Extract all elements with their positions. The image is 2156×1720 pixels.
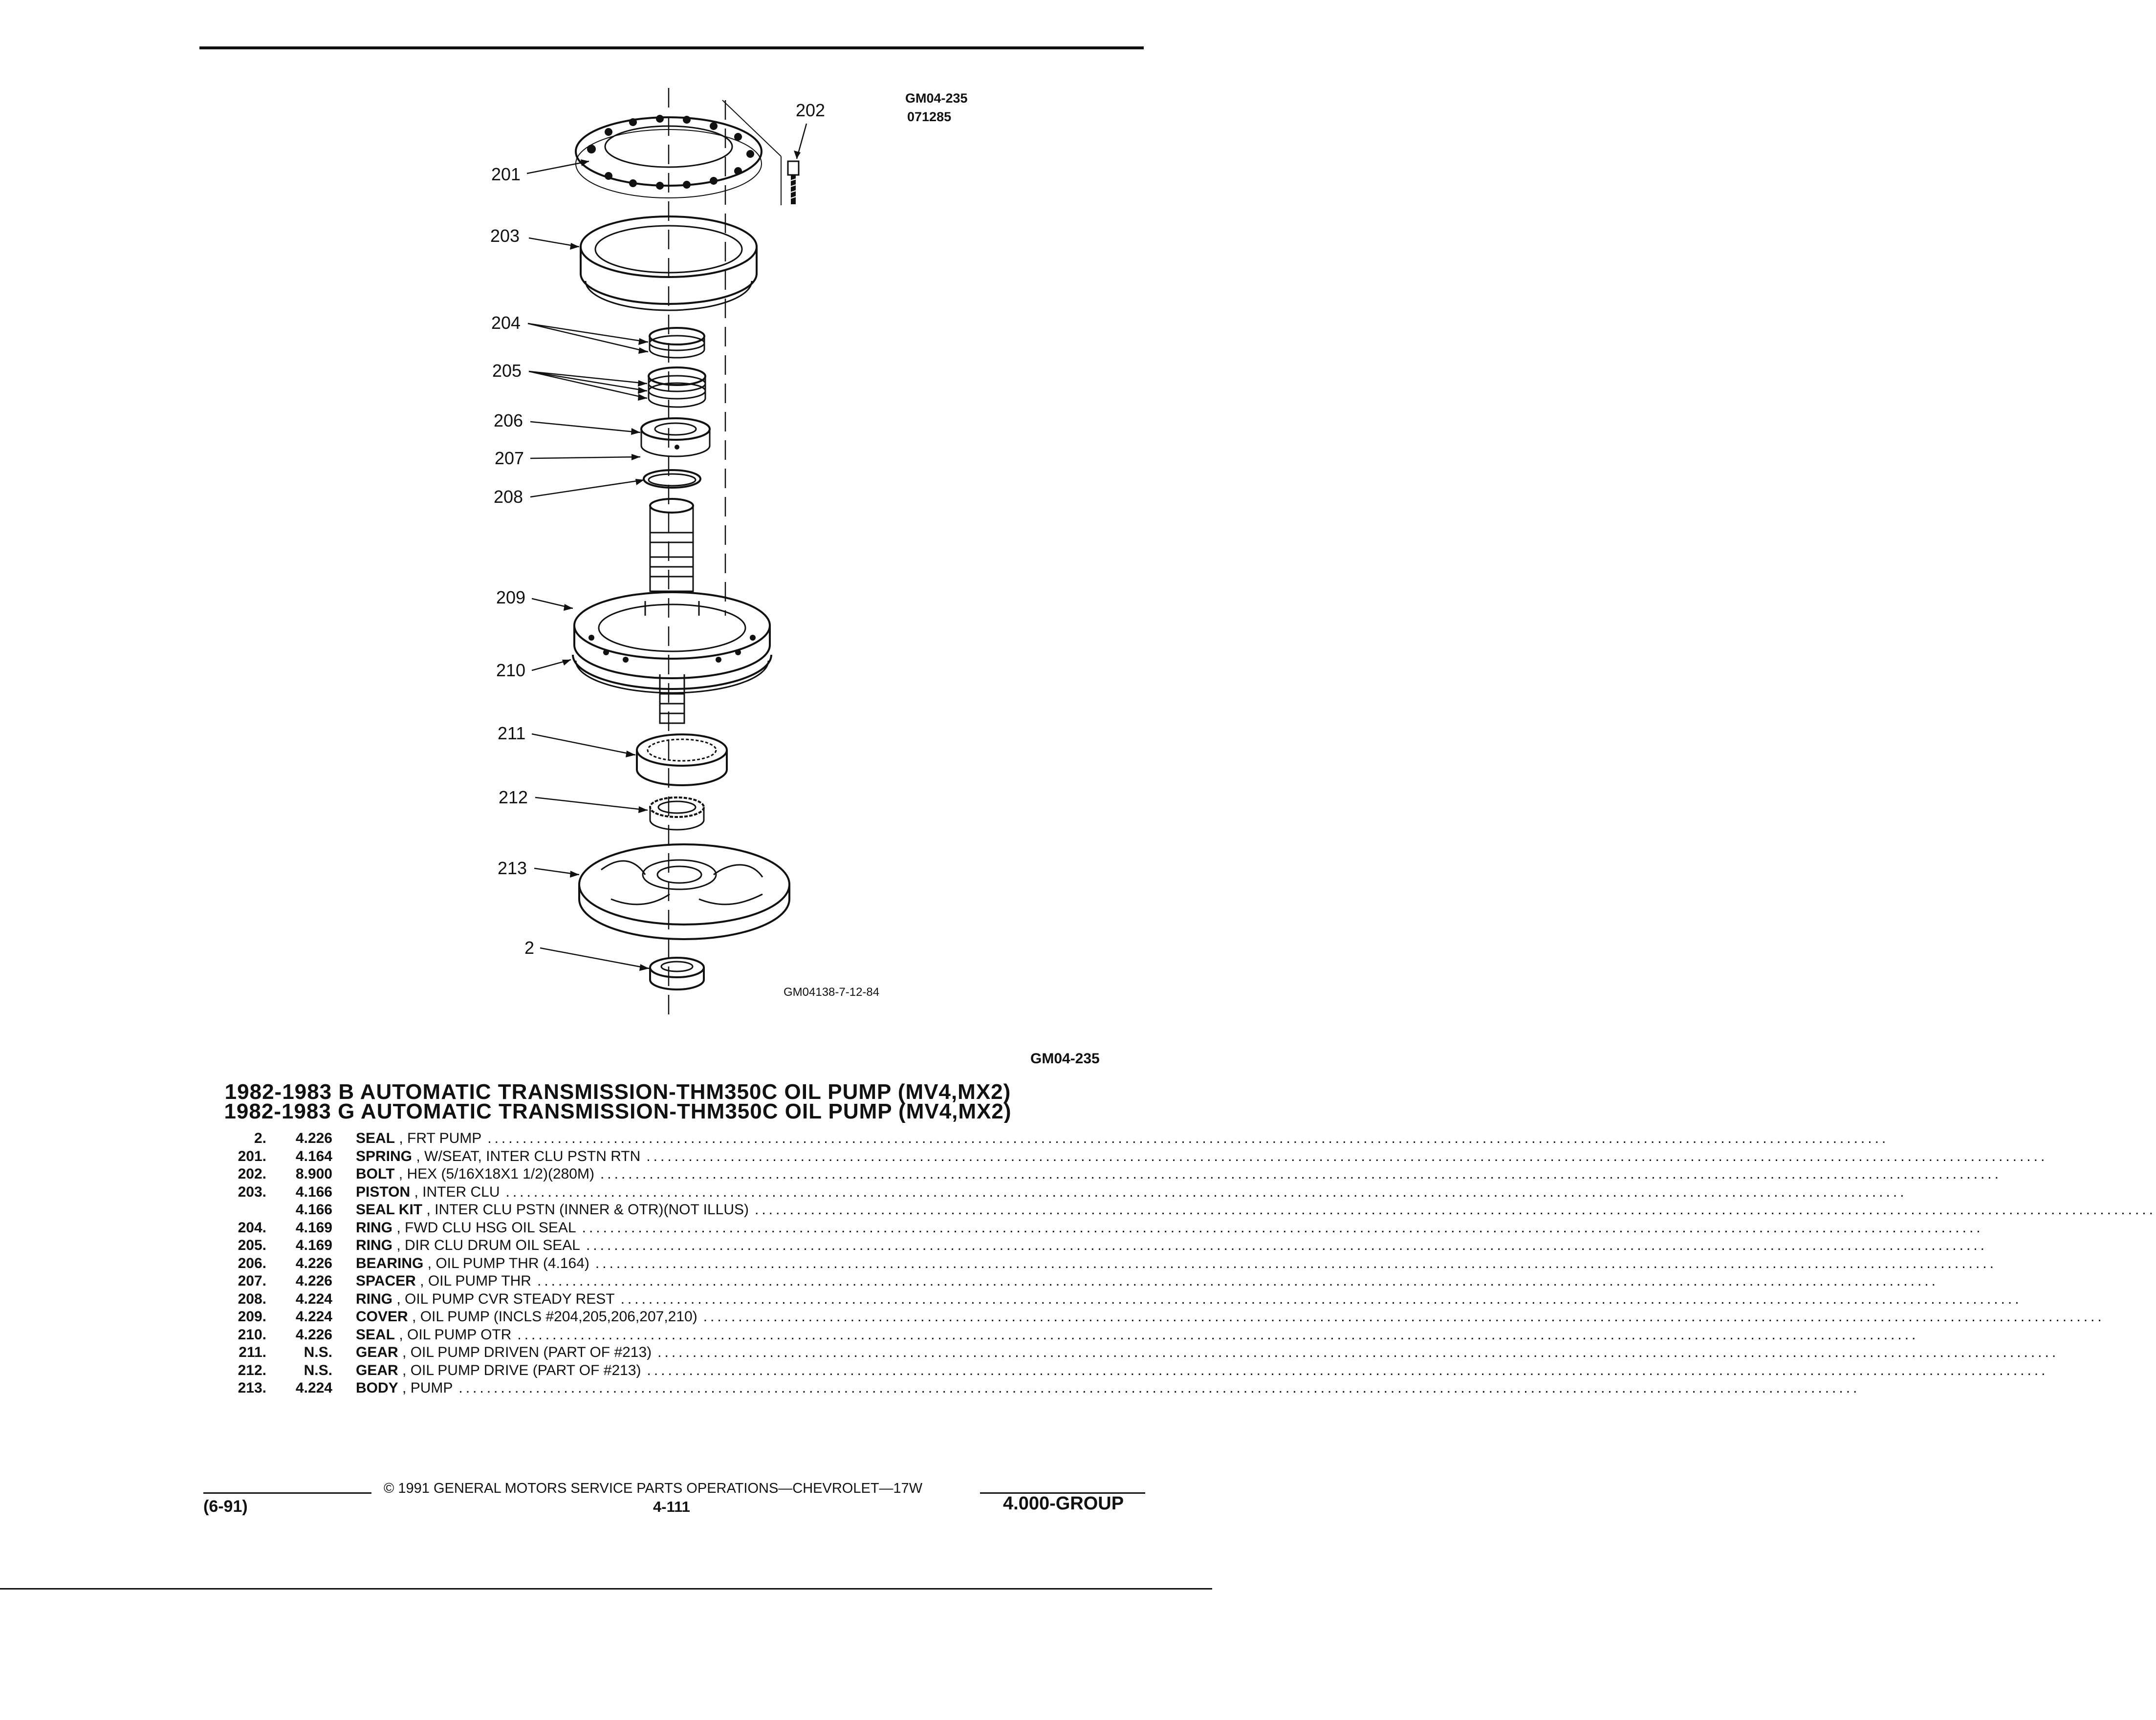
part-212-drive-gear <box>650 797 704 830</box>
part-name: COVER <box>356 1309 408 1325</box>
dot-leader: ........................................................................................................................................................................................................ <box>595 1255 1997 1271</box>
callout-208: 208 <box>494 487 523 507</box>
dot-leader: ........................................................................................................................................................................................................ <box>582 1219 1983 1236</box>
part-detail: , FWD CLU HSG OIL SEAL <box>392 1219 576 1236</box>
diagram-code: GM04-235 <box>905 91 968 106</box>
part-2-front-seal <box>650 958 704 989</box>
part-row <box>220 1237 1987 1255</box>
part-detail: , FRT PUMP <box>395 1130 482 1146</box>
part-description <box>356 1272 1938 1290</box>
part-210-seal <box>573 655 771 693</box>
revision-date: (6-91) <box>203 1497 248 1516</box>
dot-leader: ........................................................................................................................................................................................................ <box>657 1344 2059 1360</box>
callout-213: 213 <box>498 858 527 878</box>
callout-212: 212 <box>499 787 528 807</box>
callout-211: 211 <box>498 723 526 743</box>
part-number: 203. <box>238 1183 266 1200</box>
group-number: 4.224 <box>295 1290 332 1307</box>
group-number: N.S. <box>304 1362 332 1378</box>
callout-210: 210 <box>496 660 526 680</box>
title-line-b: 1982-1983 B AUTOMATIC TRANSMISSION-THM350C OIL PUMP (MV4,MX2) <box>224 1080 1011 1104</box>
part-204-rings <box>650 328 704 358</box>
dot-leader: ........................................................................................................................................................................................................ <box>458 1380 1860 1396</box>
group-number: N.S. <box>304 1344 332 1360</box>
leader-arrows <box>527 124 806 968</box>
dot-leader: ........................................................................................................................................................................................................ <box>586 1237 1987 1253</box>
group-number: 4.224 <box>295 1309 332 1325</box>
part-number: 201. <box>238 1148 266 1164</box>
group-number: 4.226 <box>295 1255 332 1271</box>
dot-leader: ........................................................................................................................................................................................................ <box>647 1362 2048 1378</box>
part-detail: , PUMP <box>398 1380 453 1396</box>
part-detail: , OIL PUMP CVR STEADY REST <box>392 1290 615 1307</box>
part-detail: , OIL PUMP (INCLS #204,205,206,207,210) <box>408 1309 697 1325</box>
part-name: BEARING <box>356 1255 424 1271</box>
part-row <box>220 1290 2022 1309</box>
group-number: 4.224 <box>295 1380 332 1396</box>
part-number: 206. <box>238 1255 266 1271</box>
part-name: SPACER <box>356 1273 416 1289</box>
part-description <box>356 1183 1907 1202</box>
part-205-rings <box>649 367 705 407</box>
callout-202: 202 <box>796 100 826 120</box>
diagram-reference: GM04138-7-12-84 <box>784 986 880 999</box>
part-name: RING <box>356 1237 392 1253</box>
part-number: 213. <box>238 1380 266 1396</box>
part-number: 208. <box>238 1290 266 1307</box>
part-row <box>220 1308 2105 1326</box>
callout-2: 2 <box>524 938 535 958</box>
callout-206: 206 <box>494 410 523 430</box>
part-row <box>220 1362 2048 1380</box>
dot-leader: ........................................................................................................................................................................................................ <box>505 1183 1907 1200</box>
part-row <box>220 1165 2002 1183</box>
part-row <box>220 1130 1889 1148</box>
dot-leader: ........................................................................................................................................................................................................ <box>703 1309 2105 1325</box>
part-detail: , OIL PUMP DRIVE (PART OF #213) <box>398 1362 641 1378</box>
part-row <box>220 1344 2059 1362</box>
group-number: 4.166 <box>295 1202 332 1218</box>
part-row <box>220 1255 1997 1273</box>
part-name: RING <box>356 1290 392 1307</box>
part-name: GEAR <box>356 1344 398 1360</box>
part-detail: , OIL PUMP THR (4.164) <box>423 1255 589 1271</box>
part-name: RING <box>356 1219 392 1236</box>
part-description <box>356 1290 2022 1309</box>
exploded-parts-diagram <box>0 0 1236 1075</box>
part-number: 212. <box>238 1362 266 1378</box>
part-name: SPRING <box>356 1148 413 1164</box>
part-row <box>220 1219 1983 1237</box>
part-row <box>220 1148 2048 1166</box>
part-number: 210. <box>238 1326 266 1343</box>
part-description <box>356 1130 1889 1148</box>
bottom-rule <box>0 1588 1212 1590</box>
part-208-ring <box>644 470 700 488</box>
group-number: 4.226 <box>295 1273 332 1289</box>
callout-204: 204 <box>491 313 521 333</box>
page-number: 4-111 <box>653 1498 690 1515</box>
part-description <box>356 1148 2048 1166</box>
part-description <box>356 1344 2059 1362</box>
pump-shaft <box>660 674 684 723</box>
diagram-code-sub: 071285 <box>907 109 952 124</box>
dot-leader: ........................................................................................................................................................................................................ <box>537 1273 1938 1289</box>
group-number: 4.226 <box>295 1130 332 1146</box>
part-206-bearing <box>641 418 710 456</box>
part-detail: , OIL PUMP DRIVEN (PART OF #213) <box>398 1344 652 1360</box>
callout-209: 209 <box>496 587 526 607</box>
group-number: 8.900 <box>295 1166 332 1182</box>
part-name: SEAL <box>356 1326 395 1343</box>
part-name: BODY <box>356 1380 398 1396</box>
part-number: 204. <box>238 1219 266 1236</box>
part-name: SEAL KIT <box>356 1202 423 1218</box>
part-description <box>356 1201 2156 1219</box>
part-213-pump-body <box>579 844 789 939</box>
part-description <box>356 1255 1997 1273</box>
callout-207: 207 <box>495 448 524 468</box>
title-line-g: 1982-1983 G AUTOMATIC TRANSMISSION-THM350C OIL PUMP (MV4,MX2) <box>224 1099 1012 1123</box>
parts-list <box>220 1130 2156 1398</box>
part-description <box>356 1308 2105 1326</box>
part-detail: , OIL PUMP OTR <box>395 1326 512 1343</box>
part-number: 209. <box>238 1309 266 1325</box>
part-number: 207. <box>238 1273 266 1289</box>
part-202-bolt <box>788 161 799 204</box>
part-number: 202. <box>238 1166 266 1182</box>
group-number: 4.226 <box>295 1326 332 1343</box>
group-number: 4.169 <box>295 1237 332 1253</box>
part-name: SEAL <box>356 1130 395 1146</box>
copyright-notice: © 1991 GENERAL MOTORS SERVICE PARTS OPERATIONS—CHEVROLET—17W <box>384 1481 923 1496</box>
part-description <box>356 1237 1987 1255</box>
dot-leader: ........................................................................................................................................................................................................ <box>487 1130 1889 1146</box>
group-number: 4.000-GROUP <box>1003 1493 1124 1514</box>
part-211-driven-gear <box>637 734 727 785</box>
part-name: PISTON <box>356 1183 411 1200</box>
footer-rule-left <box>203 1492 371 1494</box>
callout-201: 201 <box>491 164 521 184</box>
dot-leader: ........................................................................................................................................................................................................ <box>646 1148 2048 1164</box>
callout-205: 205 <box>492 361 522 381</box>
part-row <box>220 1326 1919 1344</box>
section-code: GM04-235 <box>1030 1051 1100 1067</box>
part-detail: , DIR CLU DRUM OIL SEAL <box>392 1237 580 1253</box>
dot-leader: ........................................................................................................................................................................................................ <box>517 1326 1919 1343</box>
part-number: 211. <box>239 1344 266 1360</box>
part-row <box>220 1183 1907 1202</box>
part-detail: , W/SEAT, INTER CLU PSTN RTN <box>412 1148 641 1164</box>
part-209-pump-cover <box>574 499 770 678</box>
callout-203: 203 <box>490 226 520 246</box>
part-detail: , HEX (5/16X18X1 1/2)(280M) <box>394 1166 594 1182</box>
part-description <box>356 1326 1919 1344</box>
part-detail: , INTER CLU PSTN (INNER & OTR)(NOT ILLUS) <box>422 1202 749 1218</box>
part-description <box>356 1165 2002 1183</box>
part-row <box>220 1379 1860 1398</box>
part-detail: , OIL PUMP THR <box>415 1273 531 1289</box>
part-name: GEAR <box>356 1362 398 1378</box>
part-description <box>356 1379 1860 1398</box>
group-number: 4.166 <box>295 1183 332 1200</box>
part-name: BOLT <box>356 1166 395 1182</box>
dot-leader: ........................................................................................................................................................................................................ <box>620 1290 2022 1307</box>
dot-leader: ........................................................................................................................................................................................................ <box>754 1202 2156 1218</box>
part-description <box>356 1219 1983 1237</box>
part-number: 2. <box>254 1130 266 1146</box>
dot-leader: ........................................................................................................................................................................................................ <box>600 1166 2002 1182</box>
part-description <box>356 1362 2048 1380</box>
part-detail: , INTER CLU <box>410 1183 500 1200</box>
part-row <box>220 1272 1938 1290</box>
group-number: 4.169 <box>295 1219 332 1236</box>
part-row <box>220 1201 2156 1219</box>
part-number: 205. <box>238 1237 266 1253</box>
group-number: 4.164 <box>295 1148 332 1164</box>
